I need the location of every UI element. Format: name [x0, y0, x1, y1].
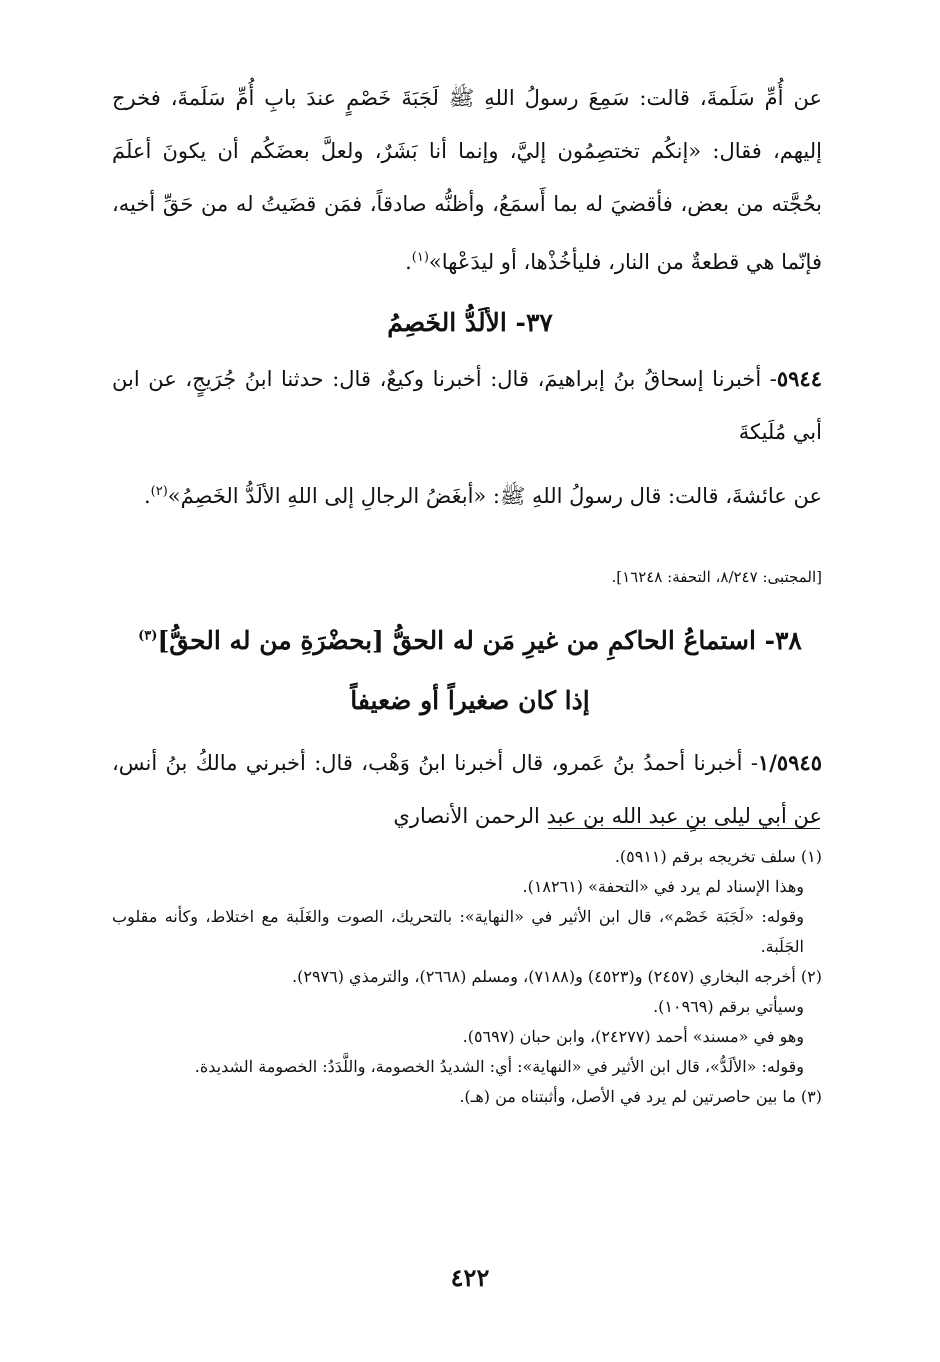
footnote: (٣) ما بين حاصرتين لم يرد في الأصل، وأثبتناه من (هـ). — [459, 1087, 822, 1106]
hadith-number: ٥٩٤٤ — [776, 366, 822, 391]
sentence-end: . — [143, 484, 151, 508]
footnote-marker-2[interactable]: (٢) — [150, 484, 168, 499]
footnote: وقوله: «الألَدُّ»، قال ابن الأثير في «النهاية»: أي: الشديدُ الخصومة، واللَّدَدُ: الخصومة الشديدة. — [194, 1057, 804, 1076]
hadith-matn: عن عائشةَ، قالت: قال رسولُ اللهِ ﷺ: «أبغَضُ الرجالِ إلى اللهِ الألَدُّ الخَصِمُ» — [167, 484, 822, 508]
footnote-marker-1[interactable]: (١) — [411, 250, 429, 265]
footnote: وهو في «مسند» أحمد (٢٤٢٧٧)، وابن حبان (٥٦٩٧). — [462, 1027, 804, 1046]
footnote: (٢) أخرجه البخاري (٢٤٥٧) و(٤٥٢٣) و(٧١٨٨)، ومسلم (٢٦٦٨)، والترمذي (٢٩٧٦). — [292, 967, 822, 986]
hadith-5944 — [112, 352, 822, 523]
hadith-text: عن أُمِّ سَلَمةَ، قالت: سَمِعَ رسولُ اللهِ ﷺ لَجَبَةَ خَصْمٍ عندَ بابِ أُمِّ سَلَمةَ، فخرج إليهم، فقال: «إنكُم تختصِمُون إليَّ، وإنما أنا بَشَرٌ، ولعلَّ بعضَكُم أن يكونَ أعلَمَ بحُجَّته من بعض، فأقضيَ له بما أَسمَعُ، وأظنُّه صادقاً، فمَن قضَيتُ له من حَقِّ أخيه، فإنّما هي قطعةٌ من النار، فليأخُذْها، أو ليدَعْها» — [112, 86, 822, 274]
hadith-reference: [المجتبى: ٨/٢٤٧، التحفة: ١٦٢٤٨]. — [611, 568, 822, 586]
chapter-heading-38-line2: إذا كان صغيراً أو ضعيفاً — [350, 686, 590, 715]
footnote: (١) سلف تخريجه برقم (٥٩١١). — [614, 847, 822, 866]
footnote-marker-3[interactable]: (٣) — [138, 628, 158, 644]
page-number: ٤٢٢ — [450, 1263, 490, 1292]
footnote: وسيأتي برقم (١٠٩٦٩). — [653, 997, 804, 1016]
hadith-5945 — [112, 736, 822, 843]
chapter-heading-38 — [110, 626, 830, 655]
sentence-end: . — [405, 250, 412, 274]
footnote: وقوله: «لَجَبَة خَصْم»، قال ابن الأثير في «النهاية»: بالتحريك، الصوت والغَلَبة مع اختلاط، وكأنه مقلوب الجَلَبة. — [112, 907, 804, 956]
hadith-5943-continuation — [112, 72, 822, 289]
hadith-number: ١/٥٩٤٥ — [757, 750, 822, 775]
footnotes — [112, 842, 822, 1112]
hadith-isnad: - أخبرنا إسحاقُ بنُ إبراهيمَ، قال: أخبرنا وكيعٌ، قال: حدثنا ابنُ جُرَيجٍ، عن ابن أبي مُلَيكةَ — [112, 367, 822, 444]
footnote-separator — [548, 828, 820, 829]
hadith-text: - أخبرنا أحمدُ بنُ عَمرو، قال أخبرنا ابنُ وَهْب، قال: أخبرني مالكُ بنُ أنس، عن أبي ليلى بنِ عبد الله بن عبد الرحمن الأنصاري — [112, 751, 822, 828]
chapter-heading-38-line1: ٣٨- استماعُ الحاكمِ من غيرِ مَن له الحقُّ [بحضْرَةِ من له الحقُّ] — [157, 626, 802, 655]
chapter-heading-37: ٣٧- الألَدُّ الخَصِمُ — [387, 308, 553, 337]
footnote: وهذا الإسناد لم يرد في «التحفة» (١٨٢٦١). — [522, 877, 804, 896]
